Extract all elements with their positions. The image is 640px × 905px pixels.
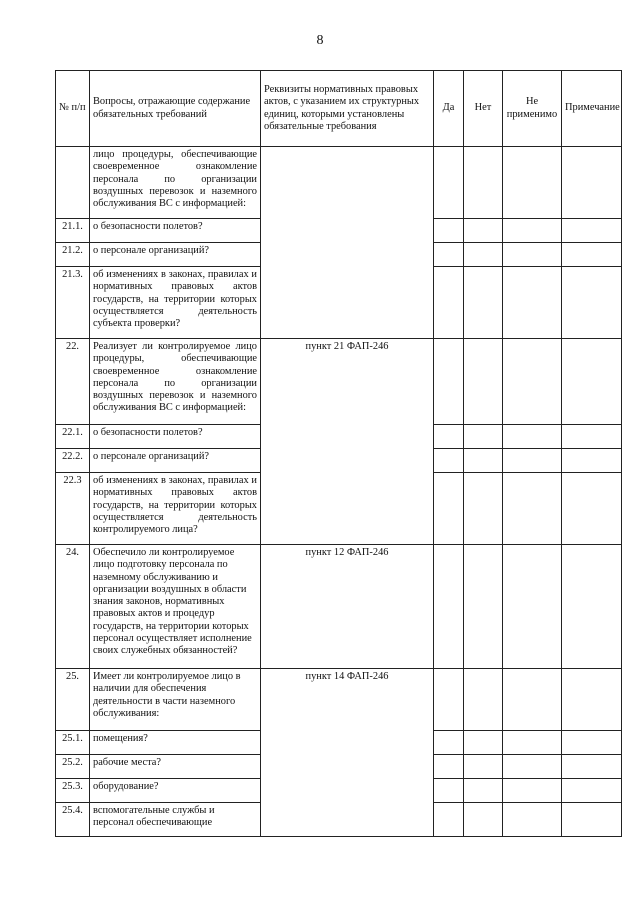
answer-yes-cell[interactable] xyxy=(434,425,464,449)
answer-na-cell[interactable] xyxy=(503,803,562,837)
answer-no-cell[interactable] xyxy=(464,669,503,731)
checklist-table xyxy=(55,70,622,837)
row-num: 25. xyxy=(56,669,90,731)
answer-yes-cell[interactable] xyxy=(434,803,464,837)
row-num: 22.1. xyxy=(56,425,90,449)
note-cell[interactable] xyxy=(562,803,622,837)
note-cell[interactable] xyxy=(562,425,622,449)
row-num: 25.1. xyxy=(56,731,90,755)
note-cell[interactable] xyxy=(562,243,622,267)
answer-yes-cell[interactable] xyxy=(434,755,464,779)
answer-na-cell[interactable] xyxy=(503,473,562,545)
answer-na-cell[interactable] xyxy=(503,669,562,731)
answer-na-cell[interactable] xyxy=(503,147,562,219)
answer-yes-cell[interactable] xyxy=(434,267,464,339)
row-question: рабочие места? xyxy=(90,755,261,779)
row-num xyxy=(56,147,90,219)
header-num: № п/п xyxy=(56,71,90,147)
header-note: Примечание xyxy=(562,71,622,147)
answer-yes-cell[interactable] xyxy=(434,779,464,803)
row-requisite: пункт 12 ФАП-246 xyxy=(261,545,434,669)
table-row xyxy=(56,545,622,669)
row-num: 22. xyxy=(56,339,90,425)
answer-no-cell[interactable] xyxy=(464,473,503,545)
answer-yes-cell[interactable] xyxy=(434,545,464,669)
header-no: Нет xyxy=(464,71,503,147)
row-num: 22.3 xyxy=(56,473,90,545)
answer-na-cell[interactable] xyxy=(503,219,562,243)
answer-na-cell[interactable] xyxy=(503,779,562,803)
row-num: 22.2. xyxy=(56,449,90,473)
row-question: помещения? xyxy=(90,731,261,755)
page-number: 8 xyxy=(316,33,324,48)
header-requisites: Реквизиты нормативных правовых актов, с указанием их структурных единиц, которыми установлены обязательные требования xyxy=(261,71,434,147)
note-cell[interactable] xyxy=(562,545,622,669)
row-question: об изменениях в законах, правилах и нормативных правовых актов государств, на территории которых осуществляется деятельность субъекта проверки? xyxy=(90,267,261,339)
note-cell[interactable] xyxy=(562,755,622,779)
answer-yes-cell[interactable] xyxy=(434,219,464,243)
row-num: 25.3. xyxy=(56,779,90,803)
table-row xyxy=(56,339,622,425)
answer-yes-cell[interactable] xyxy=(434,473,464,545)
answer-no-cell[interactable] xyxy=(464,243,503,267)
row-num: 25.2. xyxy=(56,755,90,779)
note-cell[interactable] xyxy=(562,669,622,731)
note-cell[interactable] xyxy=(562,147,622,219)
row-question: о персонале организаций? xyxy=(90,243,261,267)
answer-no-cell[interactable] xyxy=(464,267,503,339)
header-yes: Да xyxy=(434,71,464,147)
header-row xyxy=(56,71,622,147)
row-question: о безопасности полетов? xyxy=(90,425,261,449)
row-num: 21.1. xyxy=(56,219,90,243)
answer-na-cell[interactable] xyxy=(503,449,562,473)
answer-yes-cell[interactable] xyxy=(434,449,464,473)
answer-no-cell[interactable] xyxy=(464,425,503,449)
answer-yes-cell[interactable] xyxy=(434,669,464,731)
answer-no-cell[interactable] xyxy=(464,545,503,669)
answer-na-cell[interactable] xyxy=(503,339,562,425)
row-num: 21.3. xyxy=(56,267,90,339)
note-cell[interactable] xyxy=(562,473,622,545)
note-cell[interactable] xyxy=(562,267,622,339)
answer-na-cell[interactable] xyxy=(503,243,562,267)
answer-yes-cell[interactable] xyxy=(434,147,464,219)
header-na: Не применимо xyxy=(503,71,562,147)
answer-no-cell[interactable] xyxy=(464,339,503,425)
row-question: Реализует ли контролируемое лицо процедуры, обеспечивающие своевременное ознакомление персонала по организации воздушных перевозок и наземного обслуживания ВС с информацией: xyxy=(90,339,261,425)
row-num: 25.4. xyxy=(56,803,90,837)
answer-na-cell[interactable] xyxy=(503,545,562,669)
answer-yes-cell[interactable] xyxy=(434,731,464,755)
row-question: Обеспечило ли контролируемое лицо подготовку персонала по наземному обслуживанию и организации воздушных в области знания законов, нормативных правовых актов и процедур государств, на территории которых персонал осуществляет исполнение своих служебных обязанностей? xyxy=(90,545,261,669)
note-cell[interactable] xyxy=(562,219,622,243)
answer-yes-cell[interactable] xyxy=(434,339,464,425)
answer-yes-cell[interactable] xyxy=(434,243,464,267)
note-cell[interactable] xyxy=(562,731,622,755)
row-question: о персонале организаций? xyxy=(90,449,261,473)
answer-na-cell[interactable] xyxy=(503,267,562,339)
row-question: лицо процедуры, обеспечивающие своевременное ознакомление персонала по организации воздушных перевозок и наземного обслуживания ВС с информацией: xyxy=(90,147,261,219)
row-requisite: пункт 21 ФАП-246 xyxy=(261,339,434,545)
answer-na-cell[interactable] xyxy=(503,425,562,449)
answer-no-cell[interactable] xyxy=(464,219,503,243)
note-cell[interactable] xyxy=(562,449,622,473)
row-question: о безопасности полетов? xyxy=(90,219,261,243)
row-question: Имеет ли контролируемое лицо в наличии для обеспечения деятельности в части наземного обслуживания: xyxy=(90,669,261,731)
answer-no-cell[interactable] xyxy=(464,779,503,803)
answer-no-cell[interactable] xyxy=(464,147,503,219)
row-requisite xyxy=(261,147,434,339)
note-cell[interactable] xyxy=(562,339,622,425)
answer-no-cell[interactable] xyxy=(464,803,503,837)
answer-na-cell[interactable] xyxy=(503,731,562,755)
answer-na-cell[interactable] xyxy=(503,755,562,779)
header-question: Вопросы, отражающие содержание обязательных требований xyxy=(90,71,261,147)
answer-no-cell[interactable] xyxy=(464,731,503,755)
row-requisite: пункт 14 ФАП-246 xyxy=(261,669,434,837)
row-num: 21.2. xyxy=(56,243,90,267)
row-question: вспомогательные службы и персонал обеспечивающие xyxy=(90,803,261,837)
table-row xyxy=(56,147,622,219)
answer-no-cell[interactable] xyxy=(464,755,503,779)
table-row xyxy=(56,669,622,731)
row-question: оборудование? xyxy=(90,779,261,803)
row-num: 24. xyxy=(56,545,90,669)
row-question: об изменениях в законах, правилах и нормативных правовых актов государств, на территории которых осуществляется деятельность контролируемого лица? xyxy=(90,473,261,545)
answer-no-cell[interactable] xyxy=(464,449,503,473)
note-cell[interactable] xyxy=(562,779,622,803)
